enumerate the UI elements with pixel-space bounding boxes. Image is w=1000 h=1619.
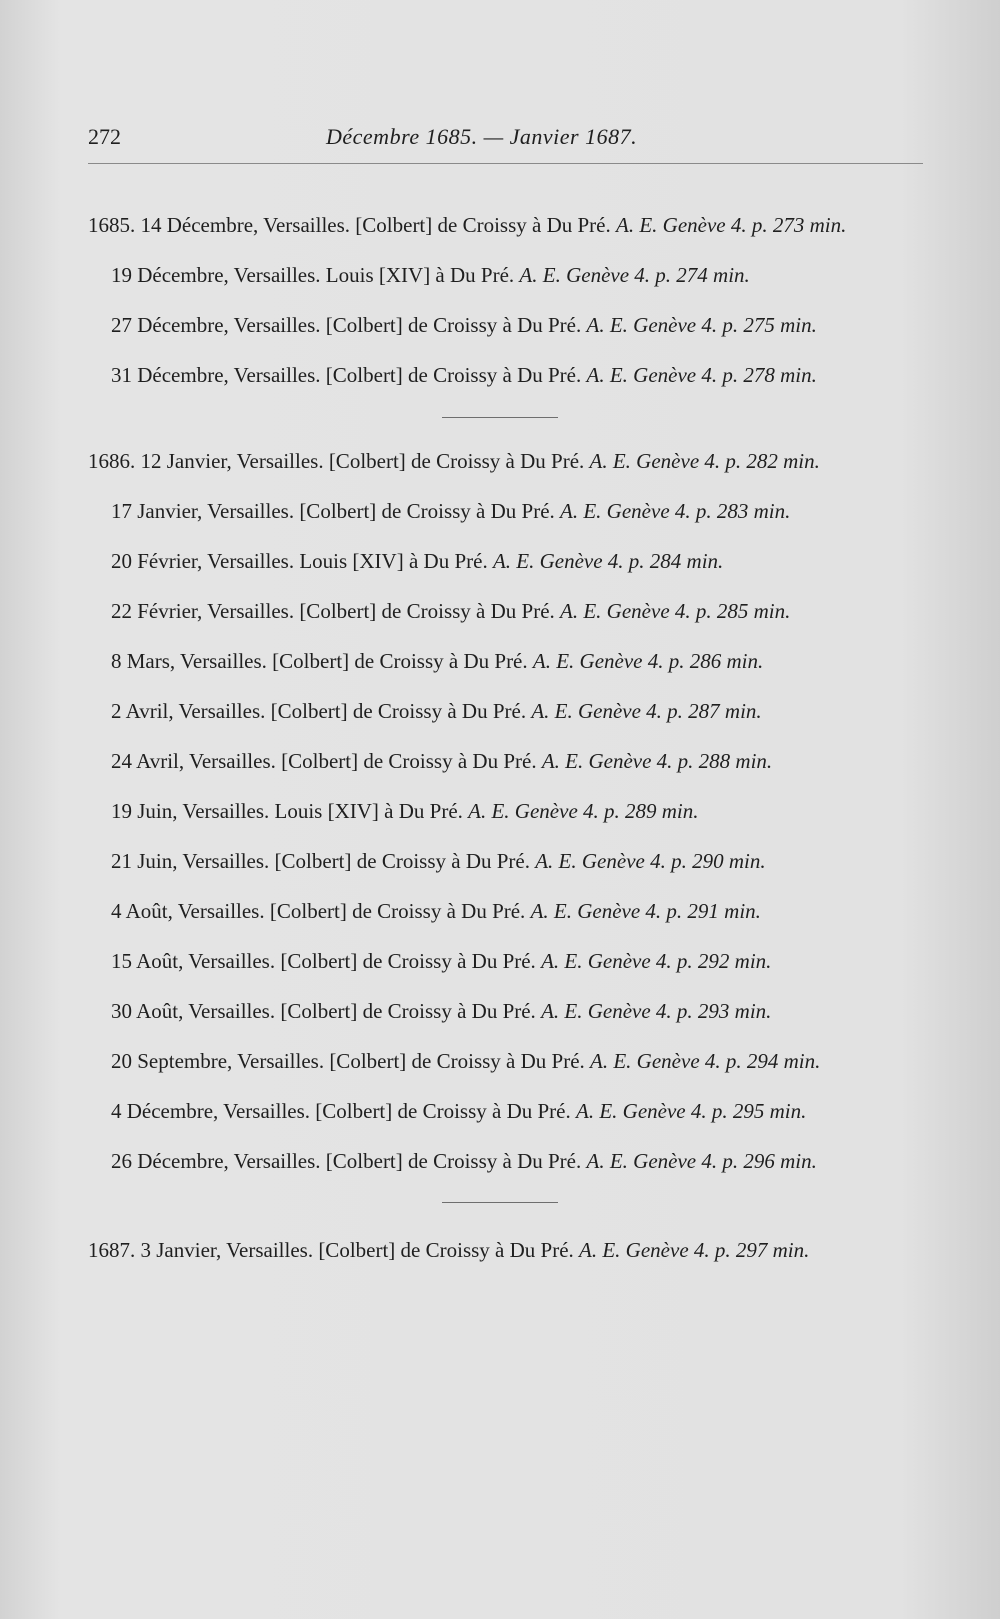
- entry-text: 27 Décembre, Versailles. [Colbert] de Croissy à Du Pré.: [111, 313, 582, 337]
- entry-text: 14 Décembre, Versailles. [Colbert] de Croissy à Du Pré.: [140, 213, 611, 237]
- page-header: [88, 124, 923, 164]
- archive-reference: A. E. Genève 4. p. 286 min.: [532, 649, 764, 673]
- archive-reference: A. E. Genève 4. p. 288 min.: [541, 749, 773, 773]
- entry-text: 24 Avril, Versailles. [Colbert] de Croissy à Du Pré.: [111, 749, 537, 773]
- page-number: 272: [88, 124, 121, 149]
- entry-text: 3 Janvier, Versailles. [Colbert] de Croissy à Du Pré.: [140, 1238, 574, 1262]
- archive-reference: A. E. Genève 4. p. 289 min.: [468, 799, 699, 823]
- archive-reference: A. E. Genève 4. p. 296 min.: [586, 1149, 817, 1173]
- list-item: [88, 447, 923, 476]
- entry-text: 15 Août, Versailles. [Colbert] de Croissy à Du Pré.: [111, 949, 536, 973]
- archive-reference: A. E. Genève 4. p. 290 min.: [535, 849, 766, 873]
- archive-reference: A. E. Genève 4. p. 293 min.: [541, 999, 772, 1023]
- list-item: [88, 261, 923, 290]
- list-item: [88, 361, 923, 390]
- year-block: [88, 447, 923, 1176]
- section-separator: [442, 1202, 558, 1203]
- list-item: [88, 897, 923, 926]
- entry-text: 20 Février, Versailles. Louis [XIV] à Du Pré.: [111, 549, 488, 573]
- list-item: [88, 697, 923, 726]
- entry-text: 19 Juin, Versailles. Louis [XIV] à Du Pré.: [111, 799, 463, 823]
- entry-text: 20 Septembre, Versailles. [Colbert] de Croissy à Du Pré.: [111, 1049, 585, 1073]
- year-label: 1686.: [88, 449, 136, 473]
- entry-text: 4 Décembre, Versailles. [Colbert] de Croissy à Du Pré.: [111, 1099, 571, 1123]
- header-rule: [88, 163, 923, 164]
- archive-reference: A. E. Genève 4. p. 295 min.: [576, 1099, 807, 1123]
- archive-reference: A. E. Genève 4. p. 291 min.: [530, 899, 761, 923]
- list-item: [88, 647, 923, 676]
- list-item: [88, 1147, 923, 1176]
- entry-text: 21 Juin, Versailles. [Colbert] de Croissy à Du Pré.: [111, 849, 530, 873]
- entry-text: 30 Août, Versailles. [Colbert] de Croissy à Du Pré.: [111, 999, 536, 1023]
- archive-reference: A. E. Genève 4. p. 283 min.: [560, 499, 791, 523]
- entry-text: 26 Décembre, Versailles. [Colbert] de Croissy à Du Pré.: [111, 1149, 582, 1173]
- running-title: Décembre 1685. — Janvier 1687.: [326, 124, 638, 149]
- archive-reference: A. E. Genève 4. p. 284 min.: [492, 549, 724, 573]
- year-label: 1687.: [88, 1238, 136, 1262]
- entry-text: 4 Août, Versailles. [Colbert] de Croissy à Du Pré.: [111, 899, 526, 923]
- list-item: [88, 311, 923, 340]
- entry-text: 22 Février, Versailles. [Colbert] de Croissy à Du Pré.: [111, 599, 555, 623]
- year-block: [88, 211, 923, 390]
- section-separator: [442, 417, 558, 418]
- list-item: [88, 997, 923, 1026]
- list-item: [88, 1047, 923, 1076]
- list-item: [88, 547, 923, 576]
- archive-reference: A. E. Genève 4. p. 285 min.: [560, 599, 791, 623]
- entry-text: 2 Avril, Versailles. [Colbert] de Croissy à Du Pré.: [111, 699, 527, 723]
- archive-reference: A. E. Genève 4. p. 294 min.: [590, 1049, 821, 1073]
- archive-reference: A. E. Genève 4. p. 274 min.: [519, 263, 750, 287]
- entry-text: 8 Mars, Versailles. [Colbert] de Croissy à Du Pré.: [111, 649, 528, 673]
- archive-reference: A. E. Genève 4. p. 282 min.: [589, 449, 820, 473]
- list-item: [88, 497, 923, 526]
- archive-reference: A. E. Genève 4. p. 273 min.: [616, 213, 847, 237]
- list-item: [88, 847, 923, 876]
- archive-reference: A. E. Genève 4. p. 292 min.: [541, 949, 772, 973]
- archive-reference: A. E. Genève 4. p. 287 min.: [531, 699, 762, 723]
- list-item: [88, 1097, 923, 1126]
- list-item: [88, 597, 923, 626]
- list-item: [88, 947, 923, 976]
- entry-text: 17 Janvier, Versailles. [Colbert] de Croissy à Du Pré.: [111, 499, 555, 523]
- archive-reference: A. E. Genève 4. p. 278 min.: [586, 363, 817, 387]
- archive-reference: A. E. Genève 4. p. 297 min.: [579, 1238, 810, 1262]
- archive-reference: A. E. Genève 4. p. 275 min.: [586, 313, 817, 337]
- list-item: [88, 211, 923, 240]
- entry-text: 12 Janvier, Versailles. [Colbert] de Croissy à Du Pré.: [140, 449, 585, 473]
- list-item: [88, 747, 923, 776]
- list-item: [88, 1236, 923, 1265]
- year-label: 1685.: [88, 213, 136, 237]
- list-item: [88, 797, 923, 826]
- year-block: [88, 1236, 923, 1265]
- entry-text: 19 Décembre, Versailles. Louis [XIV] à Du Pré.: [111, 263, 515, 287]
- correspondence-list: [88, 190, 923, 1266]
- entry-text: 31 Décembre, Versailles. [Colbert] de Croissy à Du Pré.: [111, 363, 582, 387]
